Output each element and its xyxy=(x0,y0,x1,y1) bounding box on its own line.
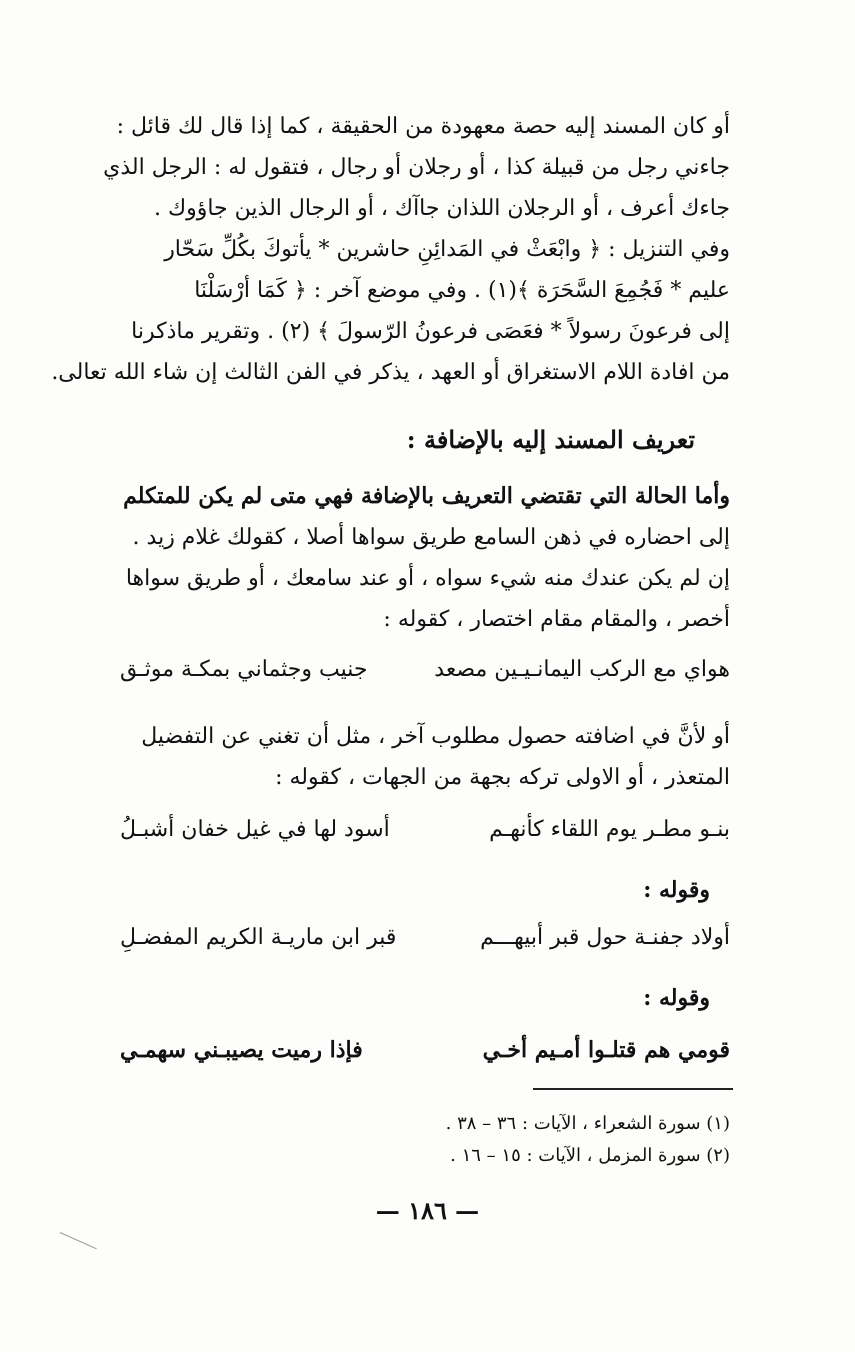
text-line: وأما الحالة التي تقتضي التعريف بالإضافة فهي متى لم يكن للمتكلم xyxy=(123,483,730,509)
text-line: أو لأنَّ في اضافته حصول مطلوب آخر ، مثل أن تغني عن التفضيل xyxy=(141,724,730,749)
poem-verse xyxy=(120,650,730,690)
verse-first-hemistich: بنـو مطـر يوم اللقاء كأنهـم xyxy=(489,817,730,842)
poem-verse xyxy=(120,1030,730,1070)
verse-second-hemistich: قبر ابن ماريـة الكريم المفضـلِ xyxy=(120,925,397,950)
poem-verse xyxy=(120,810,730,850)
paper-mark xyxy=(60,1232,97,1249)
verse-second-hemistich: أسود لها في غيل خفان أشبـلُ xyxy=(120,817,390,842)
quote-label: وقوله : xyxy=(643,877,710,903)
text-line: إن لم يكن عندك منه شيء سواه ، أو عند سامعك ، أو طريق سواها xyxy=(125,566,730,591)
text-line: جاءني رجل من قبيلة كذا ، أو رجلان أو رجال ، فتقول له : الرجل الذي xyxy=(103,155,730,180)
paragraph-idafa xyxy=(120,476,730,640)
quote-label: وقوله : xyxy=(643,985,710,1011)
footnote: (١) سورة الشعراء ، الآيات : ٣٦ – ٣٨ . xyxy=(445,1113,730,1134)
text-line: إلى فرعونَ رسولاً * فعَصَى فرعونُ الرّسولَ ﴾ (٢) . وتقرير ماذكرنا xyxy=(131,319,730,344)
poem-verse xyxy=(120,918,730,958)
section-heading: تعريف المسند إليه بالإضافة : xyxy=(406,425,695,454)
text-line: أخصر ، والمقام مقام اختصار ، كقوله : xyxy=(383,607,730,632)
text-line: أو كان المسند إليه حصة معهودة من الحقيقة ، كما إذا قال لك قائل : xyxy=(116,114,730,139)
verse-first-hemistich: أولاد جفنـة حول قبر أبيهـــم xyxy=(480,925,730,950)
verse-first-hemistich: هواي مع الركب اليمانـيـين مصعد xyxy=(434,657,730,682)
text-line: المتعذر ، أو الاولى تركه بجهة من الجهات ، كقوله : xyxy=(275,765,730,790)
paragraph-other-purpose xyxy=(120,716,730,798)
verse-first-hemistich: قومي هم قتلـوا أمـيم أخـي xyxy=(482,1037,730,1063)
paragraph-definite-article xyxy=(51,106,730,393)
verse-second-hemistich: جنيب وجثماني بمكـة موثـق xyxy=(120,657,368,682)
text-line: من افادة اللام الاستغراق أو العهد ، يذكر في الفن الثالث إن شاء الله تعالى. xyxy=(51,360,730,385)
verse-second-hemistich: فإذا رميت يصيبـني سهمـي xyxy=(120,1037,363,1063)
page-number: — ١٨٦ — xyxy=(375,1196,480,1225)
text-line: جاءك أعرف ، أو الرجلان اللذان جاآك ، أو الرجال الذين جاؤوك . xyxy=(153,196,730,221)
text-line: وفي التنزيل : ﴿ وابْعَثْ في المَدائِنِ حاشرين * يأتوكَ بكُلِّ سَحّار xyxy=(164,237,730,262)
footnote-separator xyxy=(533,1088,733,1090)
text-line: عليم * فَجُمِعَ السَّحَرَة ﴾(١) . وفي موضع آخر : ﴿ كَمَا أرْسَلْنَا xyxy=(194,278,730,303)
footnote: (٢) سورة المزمل ، الآيات : ١٥ – ١٦ . xyxy=(450,1145,730,1166)
text-line: إلى احضاره في ذهن السامع طريق سواها أصلا ، كقولك غلام زيد . xyxy=(132,525,730,550)
